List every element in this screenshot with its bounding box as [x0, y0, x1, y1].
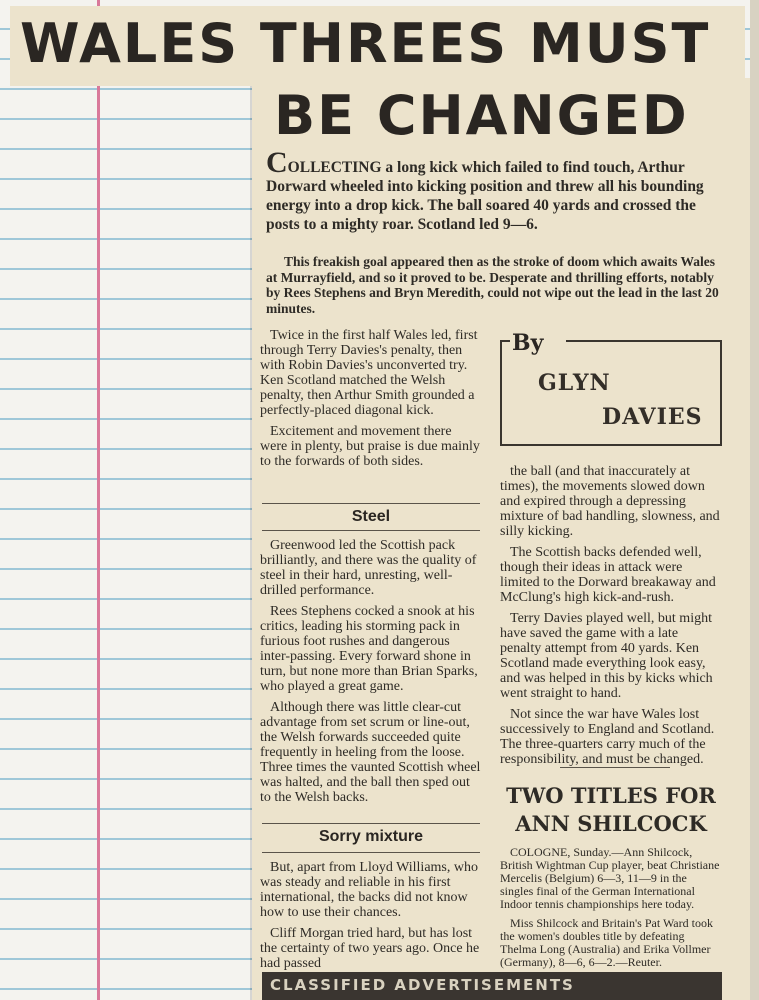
headline-line-2: BE CHANGED [274, 84, 689, 147]
page-edge [750, 0, 759, 1000]
rule [262, 852, 480, 853]
rule [560, 767, 670, 768]
paragraph: the ball (and that inaccurately at times), the movements slowed down and expired through a depressing mixture of bad handling, slowness, and silly kicking. [500, 464, 720, 539]
column-1-part-2 [260, 538, 482, 811]
paragraph: Not since the war have Wales lost successively to England and Scotland. The three-quarters carry much of the responsibility, and must be changed. [500, 707, 715, 767]
byline-border [566, 340, 720, 342]
secondary-headline: TWO TITLES FOR ANN SHILCOCK [506, 783, 716, 836]
paragraph: Terry Davies played well, but might have saved the game with a late penalty attempt from 40 yards. Ken Scotland made everything look easy, and was helped in this by kicks which went straight to hand. [500, 611, 713, 701]
headline-line-1: WALES THREES MUST [20, 12, 711, 75]
paragraph: But, apart from Lloyd Williams, who was steady and reliable in his first international, the backs did not know how to use their chances. [260, 860, 478, 920]
rule [262, 530, 480, 531]
byline-last-name: DAVIES [602, 404, 703, 430]
paragraph: Cliff Morgan tried hard, but has lost the certainty of two years ago. Once he had passed [260, 926, 480, 971]
byline-border [500, 340, 510, 342]
bottom-banner-text: CLASSIFIED ADVERTISEMENTS [270, 976, 575, 994]
subheading-steel: Steel [351, 508, 391, 525]
subheading-sorry-mixture: Sorry mixture [318, 828, 424, 845]
paragraph: Twice in the first half Wales led, first through Terry Davies's penalty, then with Robin Davies's unconverted try. Ken Scotland matched the Welsh penalty, then Arthur Smith grounded a perfectly-placed diagonal kick. [260, 328, 478, 418]
paragraph: Although there was little clear-cut advantage from set scrum or line-out, the Welsh forwards succeeded quite frequently in heeling from the loose. Three times the vaunted Scottish wheel was halted, and the ball then sped out to the Welsh backs. [260, 700, 481, 805]
paragraph: Rees Stephens cocked a snook at his critics, leading his storming pack in furious foot rushes and dangerous inter-passing. Every forward shone in turn, but none more than Brian Sparks, who played a great game. [260, 604, 478, 694]
lead-text: OLLECTING a long kick which failed to find touch, Arthur Dorward wheeled into kicking position and threw all his bounding energy into a drop kick. The ball soared 40 yards and crossed the posts to a mighty roar. Scotland led 9—6. [266, 159, 704, 233]
drop-cap: C [266, 146, 288, 179]
column-2-part-1 [500, 464, 722, 773]
paragraph: COLOGNE, Sunday.—Ann Shilcock, British Wightman Cup player, beat Christiane Mercelis (Belgium) 6—3, 11—9 in the singles final of the German International Indoor tennis championships here today. [500, 845, 720, 911]
second-paragraph: This freakish goal appeared then as the stroke of doom which awaits Wales at Murrayfield, and so it proved to be. Desperate and thrilling efforts, notably by Rees Stephens and Bryn Meredith, could not wipe out the lead in the last 20 minutes. [266, 254, 719, 316]
lead-paragraph [266, 146, 728, 234]
byline-by: By [512, 330, 544, 356]
column-1-part-3 [260, 860, 482, 977]
paragraph: Excitement and movement there were in plenty, but praise is due mainly to the forwards of both sides. [260, 424, 480, 469]
column-1-part-1 [260, 328, 482, 475]
margin-line [97, 0, 100, 1000]
paragraph: The Scottish backs defended well, though their ideas in attack were limited to the Dorward breakaway and McClung's high kick-and-rush. [500, 545, 716, 605]
paragraph: Greenwood led the Scottish pack brilliantly, and there was the quality of steel in their hard, unresting, well-drilled performance. [260, 538, 477, 598]
rule [262, 503, 480, 504]
rule [262, 823, 480, 824]
paragraph: Miss Shilcock and Britain's Pat Ward took the women's doubles title by defeating Thelma Long (Australia) and Erika Vollmer (Germany), 8—6, 6—2.—Reuter. [500, 916, 713, 969]
byline-first-name: GLYN [538, 370, 611, 396]
column-2-part-2 [500, 846, 722, 975]
